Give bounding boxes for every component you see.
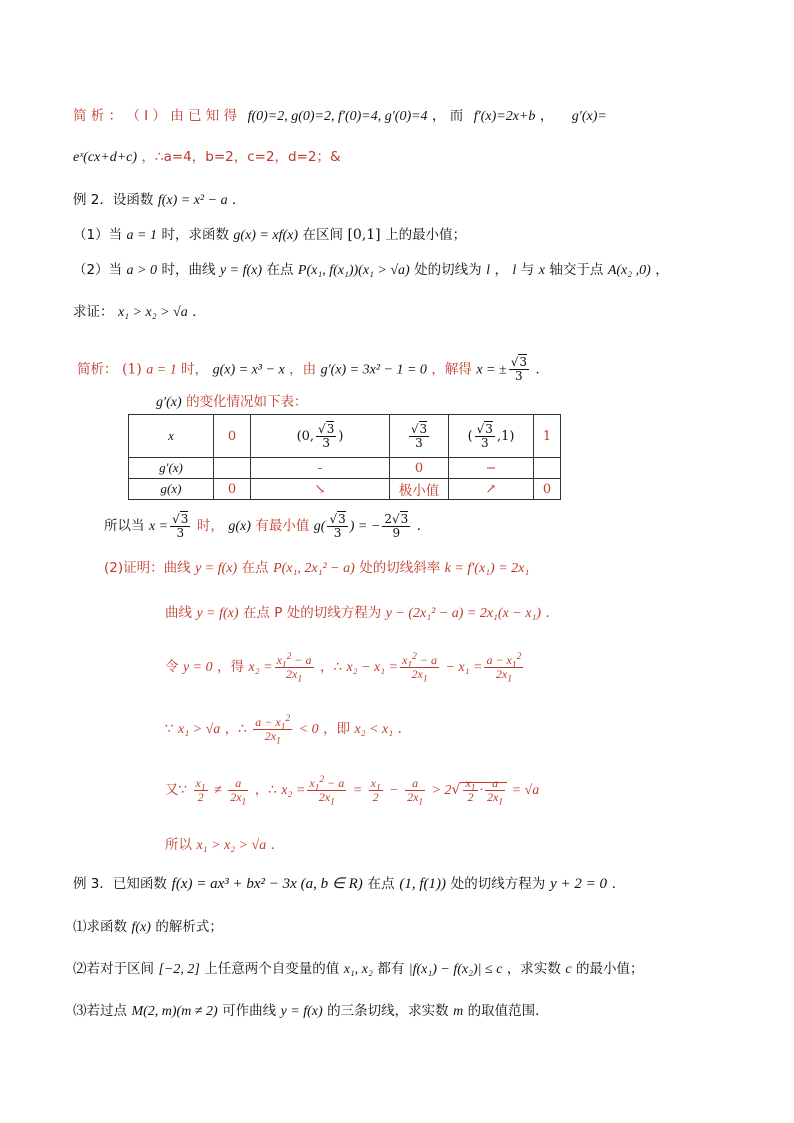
fprime-expr: f′(x)=2x+b [473,109,536,124]
line4-end: ． [397,721,412,737]
x1-over-2: $\frac{x_1}{2}$ [195,775,206,804]
am-gm-root: $\frac{x_1}{2}$ · $\frac{a}{2x_1}$ [460,782,507,798]
ex3-q3-text-2: 可作曲线 [222,1003,277,1019]
ex3-q2-c: c [565,962,572,977]
because-condition: x₁ > √a [178,722,221,737]
table-cell [214,458,251,479]
analysis-mid-text: ， 而 [432,108,464,124]
ex3-q2-text-2: 上任意两个自变量的值 [204,961,340,977]
sign-fraction: $\frac{a - x_1^2}{2x_1}$ [255,713,291,746]
line6-end: ． [270,837,285,853]
q2-curve: y = f(x) [219,263,262,278]
table-row-g [129,479,561,500]
ex3-q1-func: f(x) [131,920,151,935]
table-cell: − [449,458,534,479]
table-cell [534,458,561,479]
ex3-q1-text: ⑴求函数 [73,919,127,935]
g-derivative-equation: g′(x) = 3x² − 1 = 0 [320,362,427,378]
q2-text-3: 处的切线为 [414,262,482,278]
x2-fraction: $\frac{x_1^2 - a}{2x_1}$ [276,651,312,684]
conclusion-end: ． [416,518,431,534]
variation-table [128,414,561,500]
q1-function: g(x) = xf(x) [233,228,299,243]
sqrt3-over-3-fraction: $\frac{√3}{3}$ [510,355,527,383]
tangent-text-2: 在点 P 处的切线方程为 [243,605,382,621]
critical-root: $\frac{√3}{3}$ [390,415,449,458]
example2-title-end: ． [232,192,246,208]
solution-text-1: 时， [181,361,209,378]
q2-tangent-l-2: l [512,263,517,278]
table-cell: - [251,458,390,479]
gprime-expr: g′(x)= [571,109,607,124]
x2-eq: x₂ = [248,660,273,675]
table-cell: 0 [214,415,251,458]
q2-point-A: A(x₂ ,0) [607,263,651,278]
ex3-q3-curve: y = f(x) [280,1004,323,1019]
q2-end: ， [655,262,669,278]
proof-label: (2)证明：曲线 [104,560,191,576]
increasing-arrow-icon: ↗ [449,479,534,500]
proof-line-4 [165,712,411,747]
example3-end: ． [611,876,626,892]
g-function: g(x) = x³ − x [212,362,285,378]
table-header-x: x [129,415,214,458]
table-header-gprime: g′(x) [129,458,214,479]
tangent-end: ． [545,605,559,621]
analysis-label: 简 析 ： （ Ⅰ ） 由 已 知 得 [73,108,238,124]
q2-tangent-l: l [486,263,490,278]
therefore-text-2: ，∴ [224,721,247,737]
example3-point: (1, f(1)) [399,876,447,892]
known-values-expr: f(0)=2, g(0)=2, f′(0)=4, g′(0)=4 [247,109,428,124]
example2-title [73,190,246,211]
ex3-q2-text-4: ，求实数 [506,961,561,977]
table-row-x [129,415,561,458]
ex3-q2-inequality: |f(x₁) − f(x₂)| ≤ c [408,962,503,977]
equals-sign: = [352,783,363,798]
less-than-zero: < 0 [298,722,319,737]
example3-question-1 [73,917,223,938]
example3-tangent-eq: y + 2 = 0 [550,876,607,892]
solution-end: ． [535,361,549,378]
q2-text-5: 与 [520,262,535,278]
proof-line-3 [165,650,525,685]
coefficients-result: ，∴a=4，b=2，c=2，d=2；& [141,149,341,165]
minus-sign: − [389,783,399,798]
proof-text-2: 处的切线斜率 [359,560,441,576]
table-caption-text: 的变化情况如下表： [186,394,308,410]
q2-x-axis: x [538,263,545,278]
table-cell: 0 [534,479,561,500]
prove-end: ． [192,304,206,320]
ex3-q3-end: 的取值范围． [467,1003,549,1019]
example2-prefix: 例 2．设函数 [73,192,154,208]
difference-fraction: $\frac{a - x_1^2}{2x_1}$ [486,651,522,684]
q1-condition: a = 1 [126,228,157,243]
q2-text: 时，曲线 [161,262,216,278]
q2-prefix: （2）当 [73,262,123,278]
q1-end: 上的最小值； [385,227,467,243]
ex3-q3-m: m [453,1004,464,1019]
solution-part-number: (1) [121,361,142,378]
ex3-q2-interval: [−2, 2] [158,962,200,977]
ex3-q2-vars: x₁, x₂ [343,962,373,977]
q1-text: 时，求函数 [161,227,229,243]
table-caption-expr: g′(x) [156,395,182,410]
final-inequality: x₁ > x₂ > √a [196,838,267,853]
table-header-g: g(x) [129,479,214,500]
example2-prove [73,302,206,323]
table-caption [156,392,308,413]
conclusion-g: g(x) [228,519,251,534]
solution-part-1 [77,356,549,383]
proof-point: P(x₁, 2x₁² − a) [273,561,355,576]
example2-question-1 [73,225,466,246]
interval-0-to-root: (0, $\frac{√3}{3}$ ) [251,415,390,458]
ex3-q1-end: 的解析式； [155,919,223,935]
critical-point-prefix: x = ± [476,362,507,378]
proof-line-6 [165,835,284,856]
example3-question-2 [73,959,644,980]
x2-eq-2: x₂ = [281,783,306,798]
ex3-q3-point: M(2, m)(m ≠ 2) [131,1004,218,1019]
also-because: 又∵ [165,782,188,798]
sqrt3-over-3-fraction: $\frac{√3}{3}$ [172,511,189,540]
ex3-q2-text-3: 都有 [377,961,405,977]
example3-question-3 [73,1001,549,1022]
solution-text-2: ，由 [289,361,317,378]
example3-function: f(x) = ax³ + bx² − 3x (a, b ∈ R) [171,876,363,892]
namely-text: ，即 [323,721,351,737]
x2-fraction-3: $\frac{x_1^2 - a}{2x_1}$ [309,774,345,807]
conclusion-text-2: 有最小值 [255,518,310,534]
proof-line-1 [104,558,529,579]
therefore-text: ，∴ [319,659,343,675]
proof-text-1: 在点 [241,560,269,576]
prove-expression: x₁ > x₂ > √a [117,305,188,320]
sqrt3-over-3-fraction: $\frac{√3}{3}$ [329,511,346,540]
ex3-q2-text: ⑵若对于区间 [73,961,154,977]
example3-text: 在点 [367,876,395,892]
get-text: ，得 [217,659,245,675]
gprime-rhs-expr: eˣ(cx+d+c) [73,150,138,165]
q2-condition: a > 0 [126,263,157,278]
minimum-value-fraction: $\frac{2√3}{9}$ [384,511,409,540]
example3-title [73,873,625,894]
ex3-q3-text-3: 的三条切线，求实数 [327,1003,449,1019]
because-symbol: ∵ [165,721,174,737]
q2-point: P(x₁, f(x₁))(x₁ > √a) [297,263,410,278]
example3-prefix: 例 3．已知函数 [73,876,167,892]
a-over-2x1-b: $\frac{a}{2x_1}$ [407,775,424,807]
q2-text-6: 轴交于点 [549,262,604,278]
analysis-separator: ， [539,108,554,124]
interval-root-to-1: ( $\frac{√3}{3}$ ,1) [449,415,534,458]
table-cell: 0 [390,458,449,479]
x2-minus-x1: x₂ − x₁ = [346,660,399,675]
table-cell: 1 [534,415,561,458]
example2-question-2 [73,260,669,281]
q1-text-2: 在区间 [302,227,343,243]
so-text: 所以 [165,837,192,853]
analysis-line-1 [73,106,607,127]
table-cell-minimum: 极小值 [390,479,449,500]
analysis-line-2 [73,147,341,168]
q2-text-4: ， [494,262,508,278]
q1-prefix: （1）当 [73,227,123,243]
therefore-text-3: ，∴ [254,782,277,798]
x2-less-x1: x₂ < x₁ [354,722,394,737]
y-zero: y = 0 [182,660,213,675]
proof-slope: k = f′(x₁) = 2x₁ [444,561,530,576]
table-row-gprime [129,458,561,479]
x1-over-2-b: $\frac{x_1}{2}$ [370,775,381,804]
proof-line-5: 又∵ $\frac{x_1}{2}$ ≠ $\frac{a}{2x_1}$ ，∴ x₂ = $\frac{x_1^2 - a}{2x_1}$ = $\frac{x_1}{2}$ − $\frac{a}{2x_1}$ > 2√ $\frac{x_1}{2}$ · $\frac{a}{2x_1}$ = √a [165,774,540,808]
prove-prefix: 求证： [73,304,114,320]
greater-than-two: > 2 [431,783,452,798]
let-text: 令 [165,659,179,675]
not-equal: ≠ [214,783,222,798]
solution-conclusion: 所以当 x = $\frac{√3}{3}$ 时， g(x) 有最小值 g( $\frac{√3}{3}$ ) = − $\frac{2√3}{9}$ ． [104,511,431,540]
equals-sqrt-a: = √a [511,783,540,798]
x2-fraction-2: $\frac{x_1^2 - a}{2x_1}$ [402,651,437,684]
ex3-q3-text: ⑶若过点 [73,1003,127,1019]
example2-function: f(x) = x² − a [157,193,228,208]
solution-text-3: ，解得 [431,361,472,378]
proof-line-2 [165,603,559,624]
tangent-text-1: 曲线 [165,605,192,621]
tangent-curve: y = f(x) [196,606,239,621]
example3-text-2: 处的切线方程为 [450,876,546,892]
a-over-2x1: $\frac{a}{2x_1}$ [230,775,247,807]
ex3-q2-end: 的最小值； [576,961,644,977]
conclusion-text: 时， [196,518,224,534]
table-cell: 0 [214,479,251,500]
tangent-equation: y − (2x₁² − a) = 2x₁(x − x₁) [385,606,541,621]
minus-x1: − x₁ = [445,660,483,675]
solution-label: 简析： [77,361,118,378]
q2-text-2: 在点 [266,262,294,278]
conclusion-prefix: 所以当 [104,518,145,534]
q1-interval: [0,1] [347,227,381,243]
proof-curve: y = f(x) [195,561,238,576]
decreasing-arrow-icon: ↘ [251,479,390,500]
solution-condition: a = 1 [146,362,177,378]
